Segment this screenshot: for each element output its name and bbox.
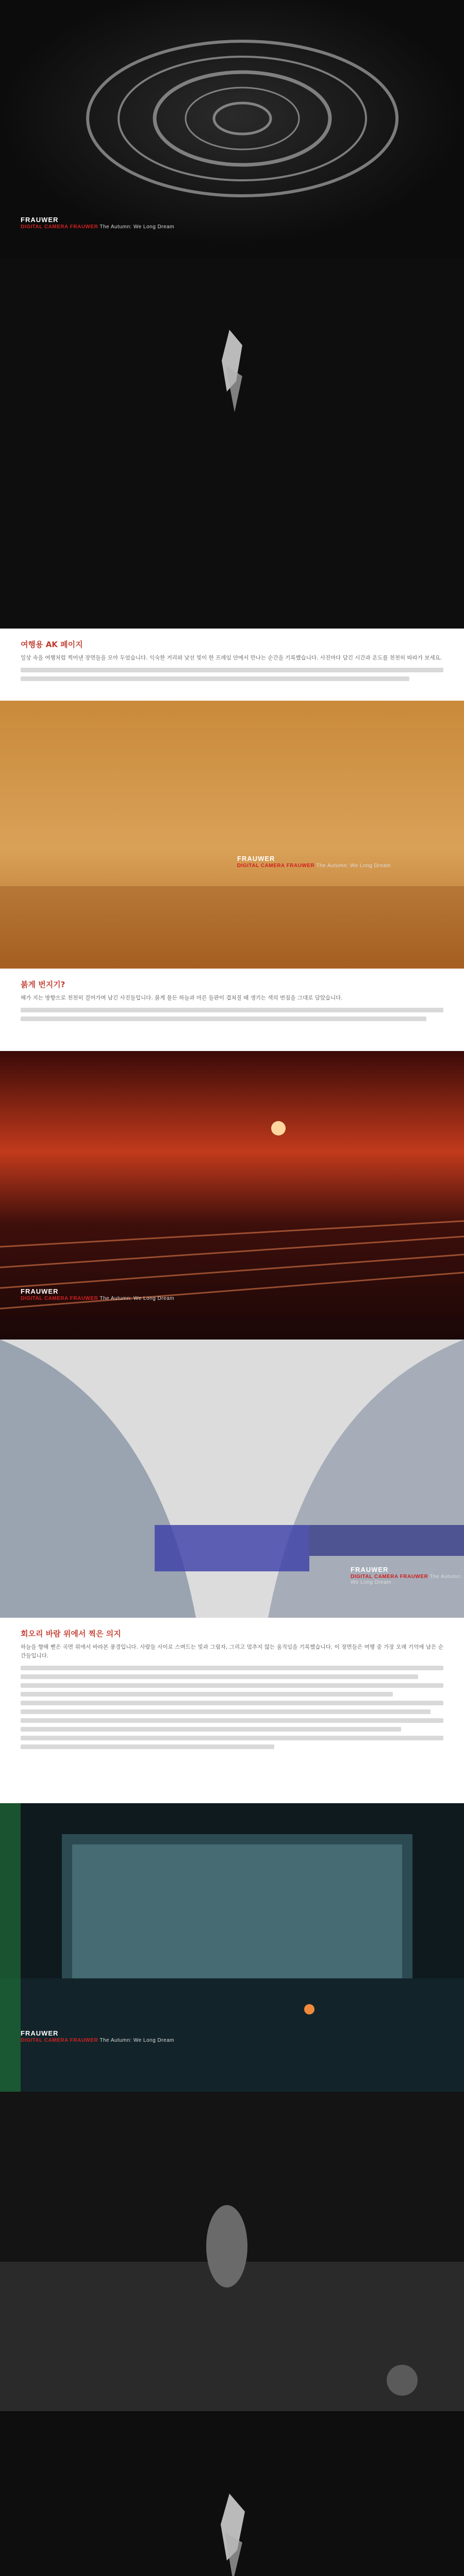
caption-brand: FRAUWER [21,2029,59,2037]
caption-brand: FRAUWER [21,216,59,224]
caption-line [21,1296,174,1302]
photo-plaza-night [0,2092,464,2411]
section-1-title: 여행용 AK 페이지 [21,640,83,649]
tent-image [0,1803,464,2092]
caption-title: The Autumn: We Long Dream [100,1295,174,1301]
caption-brand: FRAUWER [237,855,275,862]
caption-brand: FRAUWER [351,1566,389,1573]
caption-line [21,2038,174,2044]
caption-line [237,863,391,869]
caption-brand: FRAUWER [21,1287,59,1295]
section-1 [21,639,443,685]
caption [21,216,174,230]
section-2-body: 해가 지는 방향으로 천천히 걸어가며 남긴 사진들입니다. 붉게 물든 하늘과 마른 들판이 겹쳐질 때 생기는 색의 번짐을 그대로 담았습니다. [21,995,343,1001]
section-2 [21,979,443,1025]
section-3 [21,1628,443,1753]
caption [237,855,391,869]
figure-image [0,258,464,629]
photo-swirl [0,0,464,258]
photo-dark-figure-2 [0,2411,464,2576]
caption-prefix: DIGITAL CAMERA FRAUWER [21,1295,98,1301]
caption-title: The Autumn: We Long Dream [100,224,174,230]
photo-sunset-field [0,1051,464,1340]
photo-golden-haze [0,701,464,969]
caption-title: The Autumn: We Long Dream [316,862,391,869]
caption-prefix: DIGITAL CAMERA FRAUWER [237,862,315,869]
caption-line [21,224,174,230]
caption [21,1288,174,1301]
caption-prefix: DIGITAL CAMERA FRAUWER [21,224,98,230]
caption-prefix: DIGITAL CAMERA FRAUWER [351,1573,428,1580]
caption-prefix: DIGITAL CAMERA FRAUWER [21,2037,98,2043]
section-2-title: 붉게 번지기? [21,980,65,989]
photo-dark-figure [0,258,464,629]
caption-title: The Autumn: We Long Dream [351,1573,462,1586]
figure-image-2 [0,2411,464,2576]
plaza-image [0,2092,464,2411]
golden-image [0,701,464,969]
caption-line [351,1574,464,1586]
caption-title: The Autumn: We Long Dream [100,2037,174,2043]
section-1-body: 일상 속을 여행처럼 찍어낸 장면들을 모아 두었습니다. 익숙한 거리와 낯선 빛이 한 프레임 안에서 만나는 순간을 기록했습니다. 사진마다 담긴 시간과 온도를 천천히 따라가 보세요. [21,655,442,661]
caption [351,1566,464,1586]
section-3-title: 회오리 바람 위에서 찍은 의지 [21,1629,121,1638]
caption [21,2030,174,2043]
photo-tent-night [0,1803,464,2092]
section-3-body: 하늘을 향해 뻗은 곡면 위에서 바라본 풍경입니다. 사람들 사이로 스며드는 빛과 그림자, 그리고 멈추지 않는 움직임을 기록했습니다. 이 장면들은 여행 중 가장 오래 기억에 남은 순간들입니다. [21,1644,443,1659]
photo-curved-structure [0,1340,464,1618]
